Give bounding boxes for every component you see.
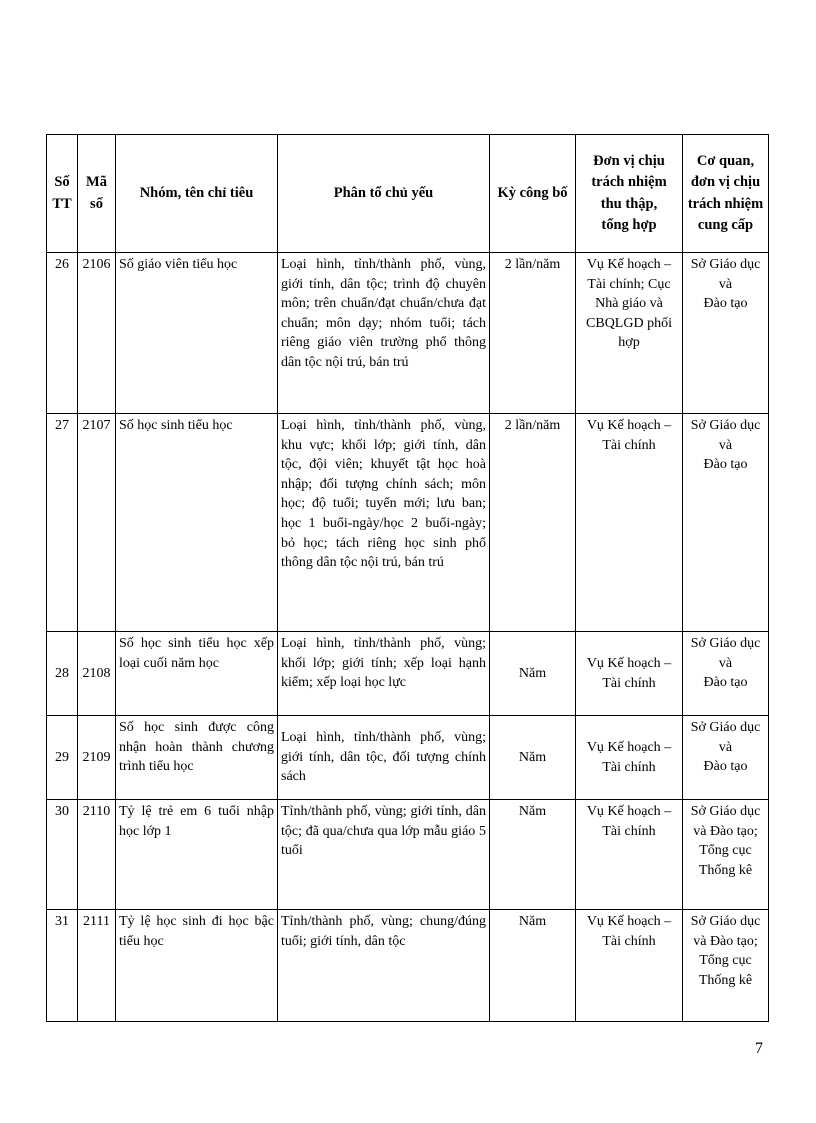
cell-ma-so: 2107 — [78, 414, 116, 632]
header-co-quan: Cơ quan, đơn vị chịu trách nhiệm cung cấp — [683, 135, 769, 253]
table-row — [47, 910, 769, 1022]
cell-don-vi: Vụ Kế hoạch – Tài chính — [576, 716, 683, 800]
cell-phan-to: Loại hình, tỉnh/thành phố, vùng, khu vực; khối lớp; giới tính, dân tộc, đội viên; khuyết tật học hoà nhập; đối tượng chính sách; môn học; độ tuổi; tuyển mới; lưu ban; học 1 buổi-ngày/học 2 buổi-ngày; bỏ học; tách riêng học sinh phổ thông dân tộc nội trú, bán trú — [278, 414, 490, 632]
cell-ma-so: 2109 — [78, 716, 116, 800]
cell-nhom: Tỷ lệ học sinh đi học bậc tiểu học — [116, 910, 278, 1022]
cell-ky-cong-bo: Năm — [490, 632, 576, 716]
cell-phan-to: Loại hình, tỉnh/thành phố, vùng; giới tính, dân tộc, đối tượng chính sách — [278, 716, 490, 800]
cell-ma-so: 2111 — [78, 910, 116, 1022]
header-ma-so: Mã số — [78, 135, 116, 253]
header-nhom: Nhóm, tên chỉ tiêu — [116, 135, 278, 253]
table-row — [47, 632, 769, 716]
cell-stt: 26 — [47, 253, 78, 414]
cell-stt: 31 — [47, 910, 78, 1022]
cell-co-quan: Sở Giáo dục và Đào tạo — [683, 414, 769, 632]
cell-co-quan: Sở Giáo dục và Đào tạo; Tổng cục Thống kê — [683, 910, 769, 1022]
table-row — [47, 253, 769, 414]
cell-don-vi: Vụ Kế hoạch – Tài chính — [576, 910, 683, 1022]
cell-ky-cong-bo: Năm — [490, 910, 576, 1022]
cell-nhom: Tỷ lệ trẻ em 6 tuổi nhập học lớp 1 — [116, 800, 278, 910]
header-phan-to: Phân tổ chủ yếu — [278, 135, 490, 253]
cell-stt: 30 — [47, 800, 78, 910]
header-row — [47, 135, 769, 253]
cell-nhom: Số học sinh tiểu học — [116, 414, 278, 632]
header-stt: Số TT — [47, 135, 78, 253]
cell-don-vi: Vụ Kế hoạch – Tài chính — [576, 632, 683, 716]
indicator-table — [46, 134, 769, 1022]
cell-phan-to: Loại hình, tỉnh/thành phố, vùng; khối lớp; giới tính; xếp loại hạnh kiểm; xếp loại học lực — [278, 632, 490, 716]
cell-nhom: Số học sinh được công nhận hoàn thành chương trình tiểu học — [116, 716, 278, 800]
header-don-vi: Đơn vị chịu trách nhiệm thu thập, tổng hợp — [576, 135, 683, 253]
cell-don-vi: Vụ Kế hoạch – Tài chính — [576, 414, 683, 632]
cell-phan-to: Tỉnh/thành phố, vùng; giới tính, dân tộc; đã qua/chưa qua lớp mẫu giáo 5 tuổi — [278, 800, 490, 910]
page-number: 7 — [755, 1040, 763, 1057]
cell-nhom: Số học sinh tiểu học xếp loại cuối năm học — [116, 632, 278, 716]
cell-ky-cong-bo: 2 lần/năm — [490, 253, 576, 414]
cell-don-vi: Vụ Kế hoạch – Tài chính; Cục Nhà giáo và CBQLGD phối hợp — [576, 253, 683, 414]
cell-co-quan: Sở Giáo dục và Đào tạo; Tổng cục Thống kê — [683, 800, 769, 910]
cell-ma-so: 2106 — [78, 253, 116, 414]
cell-phan-to: Tỉnh/thành phố, vùng; chung/đúng tuổi; giới tính, dân tộc — [278, 910, 490, 1022]
cell-ky-cong-bo: 2 lần/năm — [490, 414, 576, 632]
cell-co-quan: Sở Giáo dục và Đào tạo — [683, 716, 769, 800]
cell-nhom: Số giáo viên tiểu học — [116, 253, 278, 414]
cell-stt: 29 — [47, 716, 78, 800]
cell-ma-so: 2110 — [78, 800, 116, 910]
cell-co-quan: Sở Giáo dục và Đào tạo — [683, 253, 769, 414]
cell-ky-cong-bo: Năm — [490, 800, 576, 910]
cell-stt: 28 — [47, 632, 78, 716]
table-row — [47, 716, 769, 800]
cell-stt: 27 — [47, 414, 78, 632]
table-row — [47, 800, 769, 910]
header-ky-cong-bo: Kỳ công bố — [490, 135, 576, 253]
table-row — [47, 414, 769, 632]
cell-don-vi: Vụ Kế hoạch – Tài chính — [576, 800, 683, 910]
cell-co-quan: Sở Giáo dục và Đào tạo — [683, 632, 769, 716]
cell-ky-cong-bo: Năm — [490, 716, 576, 800]
cell-phan-to: Loại hình, tỉnh/thành phố, vùng, giới tính, dân tộc; trình độ chuyên môn; trên chuẩn/đạt chuẩn/chưa đạt chuẩn; môn dạy; nhóm tuổi; tách riêng giáo viên trường phổ thông dân tộc nội trú, bán trú — [278, 253, 490, 414]
cell-ma-so: 2108 — [78, 632, 116, 716]
